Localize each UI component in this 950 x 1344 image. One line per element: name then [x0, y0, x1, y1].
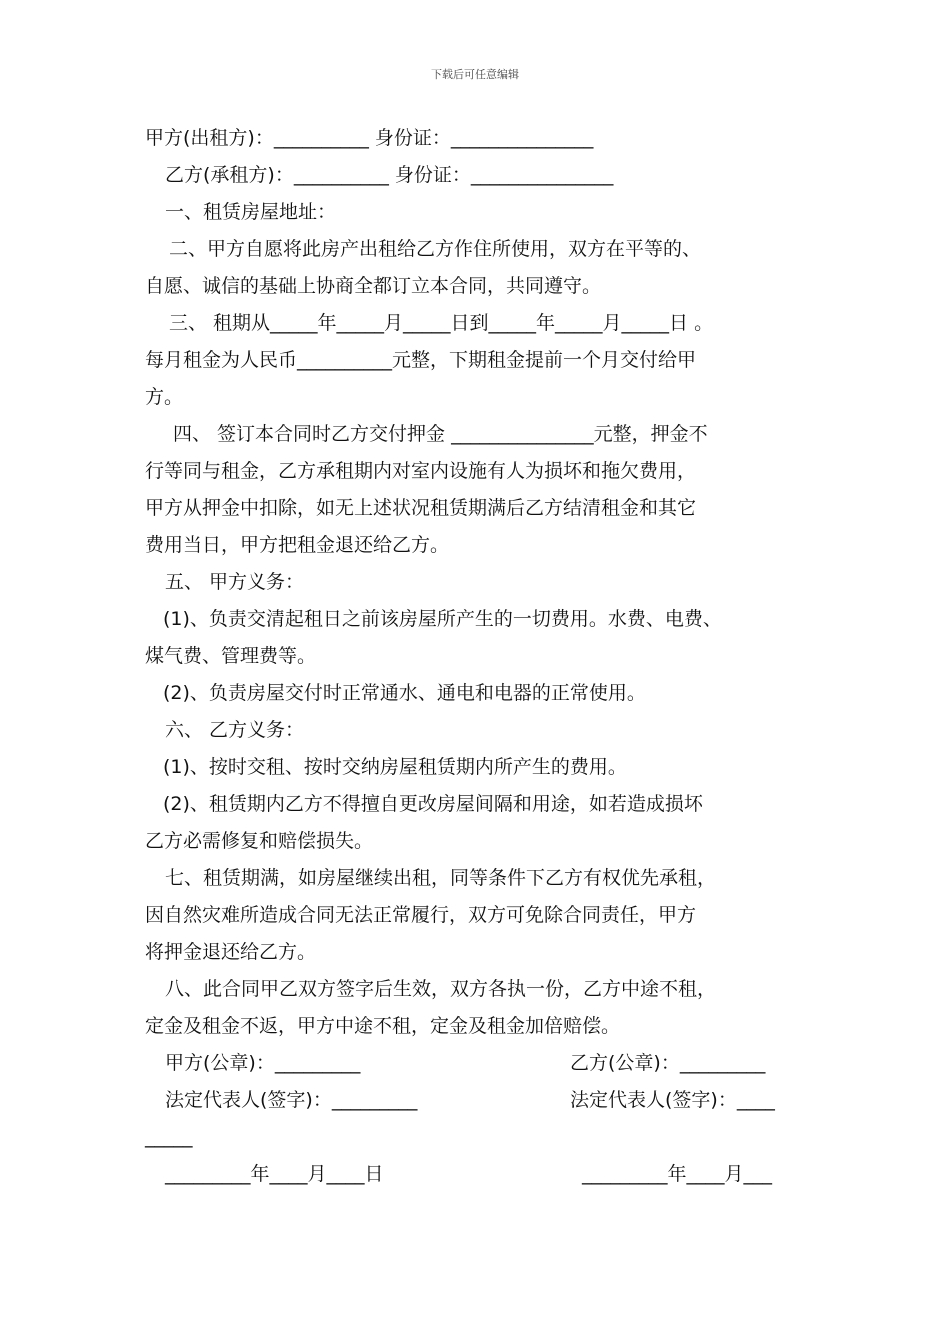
party-b-representative: 法定代表人(签字)：____	[570, 1089, 775, 1111]
clause-1: 一、租赁房屋地址：	[165, 201, 337, 223]
party-a-seal: 甲方(公章)：_________	[165, 1052, 361, 1074]
clause-8: 八、此合同甲乙双方签字后生效，双方各执一份，乙方中途不租，	[165, 978, 717, 1000]
clause-3-cont: 方。	[145, 386, 184, 408]
party-b-line: 乙方(承租方)：__________ 身份证：_______________	[165, 164, 614, 186]
clause-4: 四、 签订本合同时乙方交付押金 _______________元整，押金不	[173, 423, 708, 445]
party-a-representative: 法定代表人(签字)：_________	[165, 1089, 418, 1111]
clause-5: 五、 甲方义务：	[165, 571, 305, 593]
representative-row	[145, 1082, 835, 1119]
clause-6-item-2: (2)、租赁期内乙方不得擅自更改房屋间隔和用途，如若造成损坏	[163, 793, 703, 815]
clause-5-item-1: (1)、负责交清起租日之前该房屋所产生的一切费用。水费、电费、	[163, 608, 722, 630]
clause-7-cont: 将押金退还给乙方。	[145, 941, 317, 963]
clause-7-cont: 因自然灾难所造成合同无法正常履行，双方可免除合同责任，甲方	[145, 904, 697, 926]
clause-8-cont: 定金及租金不返，甲方中途不租，定金及租金加倍赔偿。	[145, 1015, 621, 1037]
clause-6-item-1: (1)、按时交租、按时交纳房屋租赁期内所产生的费用。	[163, 756, 627, 778]
clause-6-item-2-cont: 乙方必需修复和赔偿损失。	[145, 830, 374, 852]
contract-body	[145, 120, 835, 1193]
party-b-date: _________年____月___	[582, 1163, 773, 1185]
date-row	[145, 1156, 835, 1193]
party-a-date: _________年____月____日	[165, 1163, 384, 1185]
clause-2-cont: 自愿、诚信的基础上协商全都订立本合同，共同遵守。	[145, 275, 602, 297]
clause-5-item-1-cont: 煤气费、管理费等。	[145, 645, 317, 667]
clause-5-item-2: (2)、负责房屋交付时正常通水、通电和电器的正常使用。	[163, 682, 646, 704]
party-b-seal: 乙方(公章)：_________	[570, 1052, 766, 1074]
representative-wrap: _____	[145, 1126, 193, 1148]
clause-7: 七、租赁期满，如房屋继续出租，同等条件下乙方有权优先承租，	[165, 867, 717, 889]
clause-4-cont: 行等同与租金，乙方承租期内对室内设施有人为损坏和拖欠费用，	[145, 460, 697, 482]
clause-3-cont: 每月租金为人民币__________元整，下期租金提前一个月交付给甲	[145, 349, 697, 371]
clause-6: 六、 乙方义务：	[165, 719, 305, 741]
clause-3: 三、 租期从_____年_____月_____日到_____年_____月_____日 。	[169, 312, 714, 334]
clause-2: 二、甲方自愿将此房产出租给乙方作住所使用，双方在平等的、	[169, 238, 702, 260]
page-header: 下载后可任意编辑	[431, 68, 519, 81]
clause-4-cont: 甲方从押金中扣除，如无上述状况租赁期满后乙方结清租金和其它	[145, 497, 697, 519]
seal-row	[145, 1045, 835, 1082]
party-a-line: 甲方(出租方)：__________ 身份证：_______________	[145, 127, 594, 149]
clause-4-cont: 费用当日，甲方把租金退还给乙方。	[145, 534, 450, 556]
